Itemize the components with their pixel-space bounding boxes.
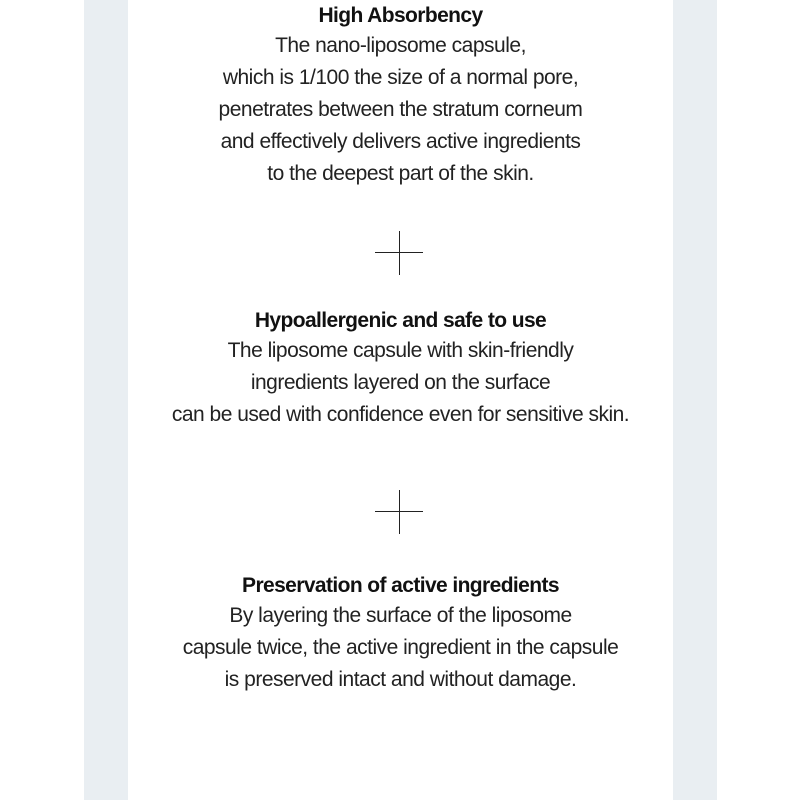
- section-text-line: which is 1/100 the size of a normal pore,: [222, 66, 579, 89]
- section-text-line: ingredients layered on the surface: [250, 371, 551, 394]
- section-text-line: is preserved intact and without damage.: [224, 668, 577, 691]
- section-title: Preservation of active ingredients: [242, 574, 559, 597]
- section-preservation: [128, 572, 673, 696]
- plus-vertical-stroke: [399, 231, 400, 275]
- left-side-band: [84, 0, 128, 800]
- section-text-line: The nano-liposome capsule,: [275, 34, 526, 57]
- section-hypoallergenic: [128, 307, 673, 431]
- content-panel: [128, 0, 673, 800]
- plus-vertical-stroke: [399, 490, 400, 534]
- section-title: Hypoallergenic and safe to use: [254, 309, 547, 332]
- right-side-band: [673, 0, 717, 800]
- section-text-line: can be used with confidence even for sensitive skin.: [171, 403, 630, 426]
- plus-icon: [375, 231, 423, 275]
- section-text-line: The liposome capsule with skin-friendly: [227, 339, 574, 362]
- section-text-line: and effectively delivers active ingredients: [220, 130, 581, 153]
- section-text-line: capsule twice, the active ingredient in the capsule: [182, 636, 619, 659]
- section-text-line: penetrates between the stratum corneum: [218, 98, 583, 121]
- section-text-line: to the deepest part of the skin.: [267, 162, 534, 185]
- section-text-line: By layering the surface of the liposome: [229, 604, 572, 627]
- section-high-absorbency: [128, 2, 673, 190]
- plus-icon: [375, 490, 423, 534]
- section-title: High Absorbency: [318, 4, 483, 27]
